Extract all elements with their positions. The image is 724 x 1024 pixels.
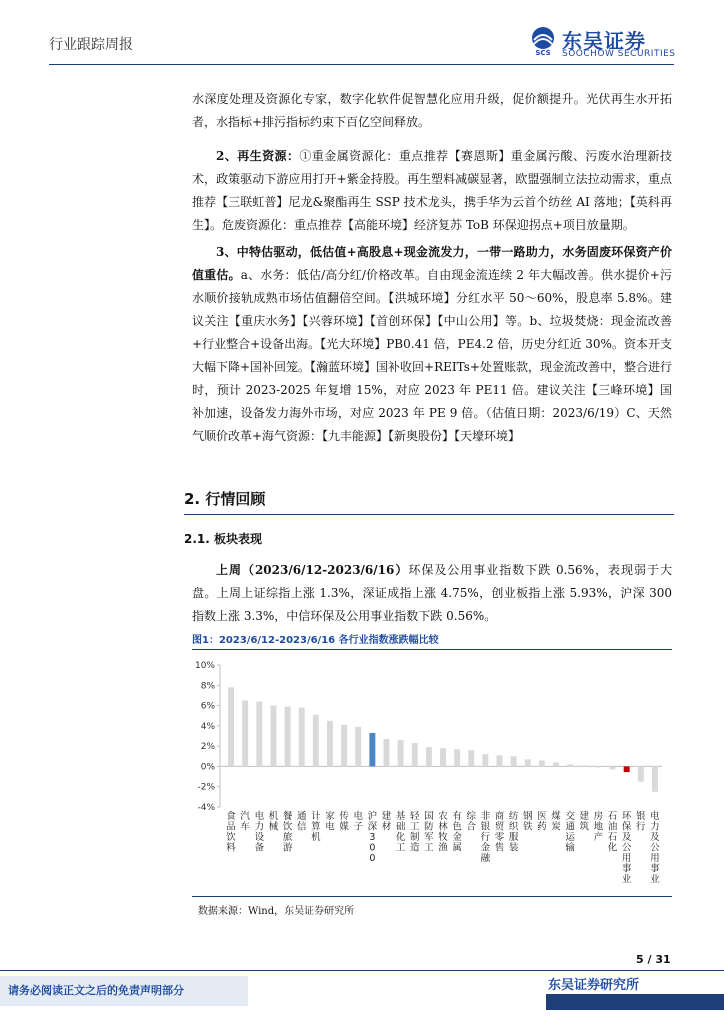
paragraph-4-text: 环保及公用事业指数下跌 0.56%，表现弱于大盘。上周上证综指上涨 1.3%，深证成指上涨 4.75%，创业板指上涨 5.93%，沪深 300 指数上涨 3.3%，中信环保及公用事业指数下跌 0.56%。 <box>192 563 672 623</box>
bar <box>567 764 573 766</box>
bar <box>581 765 587 766</box>
x-tick-label: 公 <box>650 842 660 854</box>
paragraph-1: 水深度处理及资源化专家，数字化软件促智慧化应用升级，促价额提升。光伏再生水开拓者，水指标+排污指标约束下百亿空间释放。 <box>192 92 672 129</box>
x-tick-label: 防 <box>424 821 434 833</box>
logo-cn: 东吴证券 <box>562 29 646 53</box>
y-tick-label: -4% <box>197 803 215 813</box>
paragraph-2 <box>192 145 672 237</box>
y-tick-label: 0% <box>200 762 215 773</box>
x-tick-label: 家 <box>325 811 335 822</box>
x-tick-label: 行 <box>480 832 491 843</box>
x-tick-label: 织 <box>508 821 519 833</box>
bar <box>327 721 333 767</box>
bar <box>228 687 234 766</box>
x-tick-label: 装 <box>508 842 519 854</box>
x-tick-label: 子 <box>353 821 363 833</box>
x-tick-label: 地 <box>593 821 604 833</box>
x-tick-label: 军 <box>424 832 434 843</box>
x-tick-label: 通 <box>565 821 575 833</box>
x-tick-label: 农 <box>438 811 448 822</box>
x-tick-label: 环 <box>621 811 632 822</box>
bar <box>595 766 601 767</box>
x-tick-label: 事 <box>650 863 660 875</box>
x-tick-label: 事 <box>621 863 632 875</box>
x-tick-label: 制 <box>409 832 420 843</box>
x-tick-label: 用 <box>650 853 660 864</box>
x-tick-label: 信 <box>296 821 307 833</box>
x-tick-label: 医 <box>537 811 547 822</box>
footer-rule <box>0 970 724 971</box>
paragraph-3-heading: 3、中特估驱动，低估值+高股息+现金流发力，一带一路助力，水务固废环保资产价值重估。 <box>192 245 672 282</box>
x-tick-label: 电 <box>650 811 660 822</box>
x-tick-label: 3 <box>369 832 376 843</box>
x-tick-label: 力 <box>254 821 265 833</box>
x-tick-label: 造 <box>409 842 420 854</box>
y-tick-label: 8% <box>200 681 215 692</box>
y-tick-label: 10% <box>194 661 215 671</box>
x-tick-label: 综 <box>466 811 477 822</box>
x-tick-label: 算 <box>311 821 321 833</box>
x-tick-label: 媒 <box>339 821 349 833</box>
x-tick-label: 础 <box>395 821 406 833</box>
section-rule <box>184 514 674 515</box>
x-tick-label: 渔 <box>438 842 448 854</box>
x-tick-label: 有 <box>452 811 462 822</box>
bar <box>638 766 644 781</box>
x-tick-label: 及 <box>650 832 660 843</box>
x-tick-label: 金 <box>480 842 491 854</box>
page-number: 5 / 31 <box>636 953 671 966</box>
x-tick-label: 房 <box>593 811 604 822</box>
bar <box>384 739 390 766</box>
x-tick-label: 通 <box>296 811 307 822</box>
x-tick-label: 石 <box>607 811 618 822</box>
x-tick-label: 化 <box>607 842 618 854</box>
logo-mark-text: SCS <box>535 49 551 56</box>
bar <box>242 701 248 767</box>
x-tick-label: 力 <box>650 821 660 833</box>
x-tick-label: 金 <box>452 832 462 843</box>
x-tick-label: 钢 <box>523 811 533 822</box>
paragraph-4-heading: 上周（2023/6/12-2023/6/16） <box>216 563 409 577</box>
bar <box>553 762 559 766</box>
paragraph-2-text: ①重金属资源化：重点推荐【赛恩斯】重金属污酸、污废水治理新技术，政策驱动下游应用打开+紫金持股。再生塑料减碳显著，欧盟强制立法拉动需求，重点推荐【三联虹普】尼龙&聚酯再生 SSP 技术龙头，携手华为云首个纺丝 AI 落地；【英科再生】。危废资源化：重点推荐【高能环境】经济复苏 ToB 环保迎拐点+项目放量期。 <box>192 149 672 232</box>
y-tick-label: 6% <box>200 701 215 712</box>
x-tick-label: 交 <box>565 811 575 822</box>
x-tick-label: 车 <box>240 821 250 833</box>
x-tick-label: 石 <box>607 832 618 843</box>
x-tick-label: 煤 <box>551 811 561 822</box>
x-tick-label: 用 <box>621 853 632 864</box>
x-tick-label: 饮 <box>226 832 236 843</box>
subsection-title: 2.1. 板块表现 <box>184 532 262 546</box>
x-tick-label: 传 <box>339 811 349 822</box>
bar <box>652 766 658 791</box>
bar <box>270 706 276 767</box>
x-tick-label: 工 <box>424 842 434 854</box>
bar <box>624 766 630 772</box>
x-tick-label: 属 <box>452 842 462 854</box>
x-tick-label: 饮 <box>282 821 293 833</box>
x-tick-label: 材 <box>381 821 392 833</box>
x-tick-label: 银 <box>636 811 646 822</box>
x-tick-label: 料 <box>226 842 236 854</box>
y-tick-label: -2% <box>197 782 215 793</box>
x-tick-label: 游 <box>282 842 293 854</box>
header-rule <box>49 64 674 65</box>
figure-bottom-rule <box>192 896 672 897</box>
x-tick-label: 融 <box>480 853 491 864</box>
x-tick-label: 工 <box>409 821 420 833</box>
x-tick-label: 旅 <box>282 832 293 843</box>
x-tick-label: 食 <box>226 811 236 822</box>
x-tick-label: 产 <box>593 832 604 843</box>
x-tick-label: 银 <box>480 821 491 833</box>
x-tick-label: 汽 <box>240 811 250 822</box>
x-tick-label: 0 <box>369 842 376 854</box>
bar <box>426 747 432 766</box>
x-tick-label: 电 <box>353 811 363 822</box>
x-tick-label: 药 <box>537 821 547 833</box>
figure-top-rule <box>192 649 672 650</box>
x-tick-label: 非 <box>480 811 491 822</box>
x-tick-label: 牧 <box>438 832 448 843</box>
x-tick-label: 深 <box>367 821 378 833</box>
x-tick-label: 建 <box>579 811 590 822</box>
x-tick-label: 筑 <box>579 821 590 833</box>
paragraph-3 <box>192 241 672 448</box>
x-tick-label: 0 <box>369 853 376 864</box>
x-tick-label: 业 <box>650 874 660 885</box>
bar <box>525 759 531 766</box>
bar <box>398 740 404 766</box>
x-tick-label: 化 <box>395 832 406 843</box>
x-tick-label: 备 <box>254 842 265 854</box>
section-title: 2. 行情回顾 <box>184 490 266 508</box>
paragraph-3-text: a、水务：低估/高分红/价格改革。自由现金流连续 2 年大幅改善。供水提价+污水顺价接轨成熟市场估值翻倍空间。【洪城环境】分红水平 50～60%，股息率 5.8%。建议关注【重庆水务】【兴蓉环境】【首创环保】【中山公用】等。b、垃圾焚烧：现金流改善+行业整合+设备出海。【光大环境】PB0.41 倍，PE4.2 倍，历史分红近 30%。资本开支大幅下降+国补回笼。【瀚蓝环境】国补收回+REITs+处置账款，现金流改善中，整合进行时，预计 2023-2025 年复增 15%，对应 2023 年 PE11 倍。建议关注【三峰环境】国补加速，设备发力海外市场，对应 2023 年 PE 9 倍。（估值日期：2023/6/19）C、天然气顺价改革+海气资源：【九丰能源】【新奥股份】【天壕环境】 <box>192 268 672 443</box>
x-tick-label: 运 <box>565 832 575 843</box>
x-tick-label: 铁 <box>523 821 533 833</box>
bar <box>313 715 319 767</box>
x-tick-label: 公 <box>621 842 632 854</box>
x-tick-label: 炭 <box>551 821 561 833</box>
bar <box>341 725 347 767</box>
x-tick-label: 工 <box>395 842 406 854</box>
bar <box>497 755 503 766</box>
y-tick-label: 4% <box>200 721 215 732</box>
x-tick-label: 电 <box>325 821 335 833</box>
bar <box>511 756 517 766</box>
x-tick-label: 轻 <box>409 811 420 822</box>
paragraph-2-heading: 2、再生资源： <box>216 149 300 163</box>
logo-en: SOOCHOW SECURITIES <box>562 49 676 59</box>
paragraph-4 <box>192 559 672 628</box>
x-tick-label: 油 <box>607 821 618 833</box>
x-tick-label: 及 <box>621 832 632 843</box>
x-tick-label: 设 <box>254 832 265 843</box>
bar <box>539 760 545 766</box>
bar <box>440 748 446 766</box>
bar <box>412 743 418 766</box>
x-tick-label: 贸 <box>494 821 505 833</box>
x-tick-label: 合 <box>466 821 477 833</box>
figure-title: 图1：2023/6/12-2023/6/16 各行业指数涨跌幅比较 <box>192 635 439 646</box>
x-tick-label: 商 <box>494 811 505 822</box>
x-tick-label: 服 <box>508 832 519 843</box>
industry-return-bar-chart <box>192 652 672 894</box>
disclaimer-banner: 请务必阅读正文之后的免责声明部分 <box>0 976 248 1006</box>
x-tick-label: 计 <box>311 811 321 822</box>
soochow-logo-icon <box>528 26 558 56</box>
x-tick-label: 电 <box>254 811 265 822</box>
x-tick-label: 林 <box>438 821 448 833</box>
x-tick-label: 色 <box>452 821 462 833</box>
bar <box>256 702 262 767</box>
bar <box>285 707 291 767</box>
bar <box>610 766 616 769</box>
x-tick-label: 建 <box>381 811 392 822</box>
x-tick-label: 纺 <box>508 811 519 822</box>
report-type: 行业跟踪周报 <box>49 37 133 53</box>
x-tick-label: 售 <box>494 842 505 854</box>
bar <box>482 754 488 766</box>
bar <box>369 733 375 766</box>
x-tick-label: 输 <box>565 842 575 854</box>
footer-institute: 东吴证券研究所 <box>548 978 640 993</box>
x-tick-label: 业 <box>621 874 632 885</box>
x-tick-label: 国 <box>424 811 434 822</box>
bar <box>454 749 460 766</box>
bar <box>355 727 361 767</box>
x-tick-label: 保 <box>621 821 632 833</box>
figure-source: 数据来源：Wind，东吴证券研究所 <box>198 906 355 917</box>
footer-bar <box>546 994 724 1010</box>
bar <box>468 750 474 766</box>
x-tick-label: 沪 <box>367 811 378 822</box>
x-tick-label: 机 <box>311 832 321 843</box>
x-tick-label: 机 <box>268 811 279 822</box>
x-tick-label: 零 <box>494 832 505 843</box>
x-tick-label: 餐 <box>282 811 293 822</box>
x-tick-label: 行 <box>636 821 646 833</box>
y-tick-label: 2% <box>200 742 215 753</box>
bar <box>299 708 305 767</box>
x-tick-label: 械 <box>268 821 279 833</box>
x-tick-label: 基 <box>395 811 406 822</box>
x-tick-label: 品 <box>226 821 236 833</box>
